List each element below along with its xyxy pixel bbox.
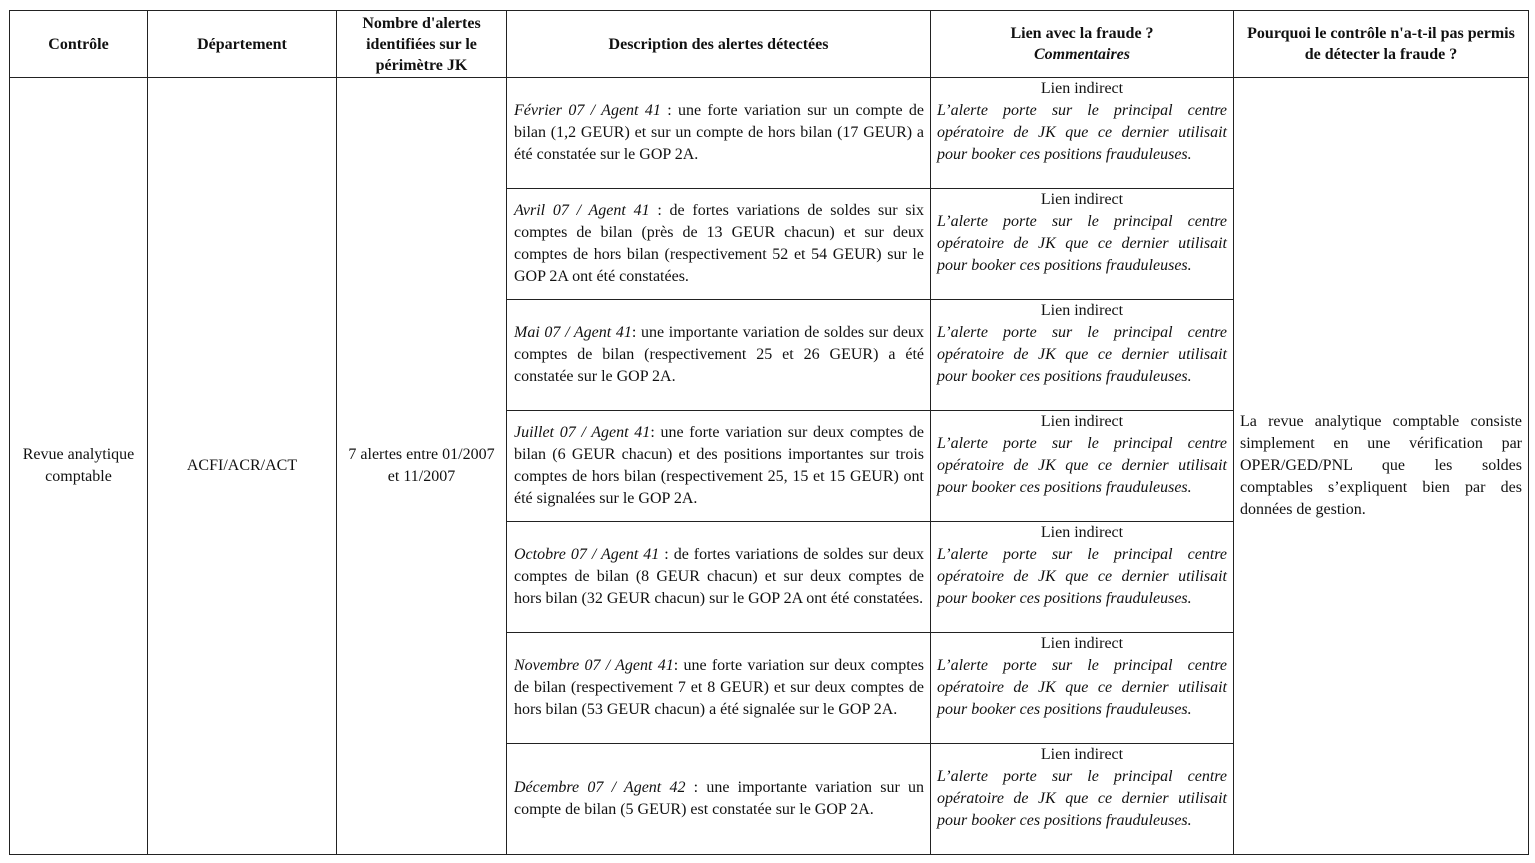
alert-lien: Lien indirect (1040, 524, 1124, 541)
alert-comment: L’alerte porte sur le principal centre opératoire de JK que ce dernier utilisait pour booker ces positions frauduleuses. (937, 102, 1227, 163)
cell-pourquoi: La revue analytique comptable consiste simplement en une vérification par OPER/GED/PNL que les soldes comptables s’expliquent bien par des données de gestion. (1234, 78, 1529, 855)
alert-description (507, 78, 931, 189)
alert-comment-cell (931, 633, 1234, 744)
cell-controle: Revue analytique comptable (10, 78, 148, 855)
alert-comment-cell (931, 411, 1234, 522)
header-lien-subtitle: Commentaires (1033, 46, 1130, 63)
alert-description (507, 189, 931, 300)
alerts-table (9, 10, 1529, 855)
alert-lien: Lien indirect (1040, 80, 1124, 97)
alert-comment: L’alerte porte sur le principal centre opératoire de JK que ce dernier utilisait pour booker ces positions frauduleuses. (937, 546, 1227, 607)
alert-lien: Lien indirect (1040, 413, 1124, 430)
alert-period: Novembre 07 / Agent 41 (514, 657, 674, 674)
alert-comment-cell (931, 300, 1234, 411)
header-nombre: Nombre d'alertes identifiées sur le périmètre JK (337, 11, 507, 78)
header-description: Description des alertes détectées (507, 11, 931, 78)
alert-description (507, 522, 931, 633)
header-row (10, 11, 1529, 78)
table-row (10, 78, 1529, 189)
alert-comment: L’alerte porte sur le principal centre opératoire de JK que ce dernier utilisait pour booker ces positions frauduleuses. (937, 324, 1227, 385)
cell-nombre: 7 alertes entre 01/2007 et 11/2007 (337, 78, 507, 855)
alert-lien: Lien indirect (1040, 302, 1124, 319)
alert-comment-cell (931, 744, 1234, 855)
alert-description (507, 411, 931, 522)
header-departement: Département (148, 11, 337, 78)
alert-comment-cell (931, 522, 1234, 633)
alert-comment-cell (931, 78, 1234, 189)
alert-lien: Lien indirect (1040, 746, 1124, 763)
header-lien-title: Lien avec la fraude ? (1010, 25, 1154, 42)
alert-description (507, 744, 931, 855)
alert-text: : une forte variation sur deux comptes de bilan (respectivement 7 et 8 GEUR) et sur deux comptes de hors bilan (53 GEUR chacun) a été signalée sur le GOP 2A. (514, 657, 925, 718)
alert-period: Décembre 07 / Agent 42 (514, 779, 686, 796)
alert-description (507, 633, 931, 744)
alert-comment: L’alerte porte sur le principal centre opératoire de JK que ce dernier utilisait pour booker ces positions frauduleuses. (937, 768, 1227, 829)
alert-text: : une importante variation sur un compte de bilan (5 GEUR) est constatée sur le GOP 2A. (514, 779, 925, 818)
alert-comment-cell (931, 189, 1234, 300)
header-lien (931, 11, 1234, 78)
alert-period: Mai 07 / Agent 41 (514, 324, 632, 341)
alert-period: Octobre 07 / Agent 41 (514, 546, 660, 563)
alert-period: Juillet 07 / Agent 41 (514, 424, 651, 441)
header-controle: Contrôle (10, 11, 148, 78)
alert-text: : une importante variation de soldes sur deux comptes de bilan (respectivement 25 et 26 GEUR) a été constatée sur le GOP 2A. (514, 324, 925, 385)
alert-period: Février 07 / Agent 41 (514, 102, 661, 119)
alert-comment: L’alerte porte sur le principal centre opératoire de JK que ce dernier utilisait pour booker ces positions frauduleuses. (937, 213, 1227, 274)
alert-text: : une forte variation sur deux comptes de bilan (6 GEUR chacun) et des positions importantes sur trois comptes de hors bilan (respectivement 25, 15 et 15 GEUR) ont été signalées sur le GOP 2A. (514, 424, 924, 507)
alert-comment: L’alerte porte sur le principal centre opératoire de JK que ce dernier utilisait pour booker ces positions frauduleuses. (937, 435, 1227, 496)
alert-text: : de fortes variations de soldes sur six comptes de bilan (près de 13 GEUR chacun) et sur deux comptes de hors bilan (respectivement 52 et 54 GEUR) sur le GOP 2A ont été constatées. (514, 202, 924, 285)
alert-text: : de fortes variations de soldes sur deux comptes de bilan (8 GEUR chacun) et sur deux comptes de hors bilan (32 GEUR chacun) sur le GOP 2A ont été constatées. (514, 546, 924, 607)
alert-lien: Lien indirect (1040, 191, 1124, 208)
alert-text: : une forte variation sur un compte de bilan (1,2 GEUR) et sur un compte de hors bilan (17 GEUR) a été constatée sur le GOP 2A. (514, 102, 924, 163)
header-pourquoi: Pourquoi le contrôle n'a-t-il pas permis de détecter la fraude ? (1234, 11, 1529, 78)
alert-period: Avril 07 / Agent 41 (514, 202, 650, 219)
alert-description (507, 300, 931, 411)
cell-departement: ACFI/ACR/ACT (148, 78, 337, 855)
alert-lien: Lien indirect (1040, 635, 1124, 652)
alert-comment: L’alerte porte sur le principal centre opératoire de JK que ce dernier utilisait pour booker ces positions frauduleuses. (937, 657, 1227, 718)
